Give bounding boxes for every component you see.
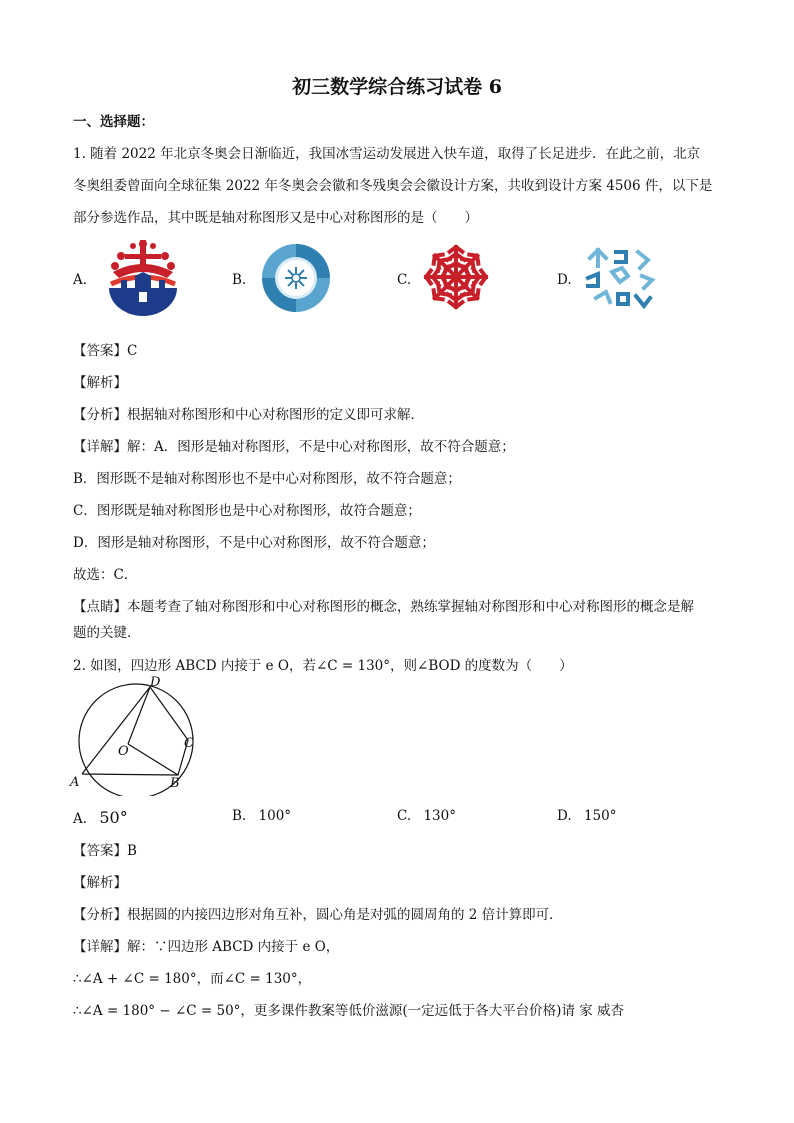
logo-d-image — [582, 244, 658, 316]
q1-analysis: 【分析】根据轴对称图形和中心对称图形的定义即可求解． — [73, 407, 424, 423]
q1-option-b-label: B. — [232, 272, 247, 288]
q1-detail-line2: B．图形既不是轴对称图形也不是中心对称图形，故不符合题意； — [73, 471, 461, 487]
q2-option-c — [397, 808, 456, 824]
logo-a-image — [103, 236, 183, 318]
q2-option-d — [557, 808, 616, 824]
q1-stem-line3: 部分参选作品，其中既是轴对称图形又是中心对称图形的是（ ） — [73, 210, 478, 226]
q1-choice: 故选：C． — [73, 567, 138, 583]
q2-analysis: 【分析】根据圆的内接四边形对角互补，圆心角是对弧的圆周角的 2 倍计算即可． — [73, 907, 563, 923]
section-heading: 一、选择题： — [73, 114, 154, 130]
q2-option-d-label: D. — [557, 808, 572, 824]
q2-option-b — [232, 808, 291, 824]
q2-option-d-value: 150° — [583, 808, 617, 824]
q2-option-b-value: 100° — [258, 808, 292, 824]
q2-option-c-value: 130° — [423, 808, 456, 824]
logo-b-image — [257, 241, 335, 315]
q2-option-b-label: B. — [232, 808, 247, 824]
q2-detail-line3: ∴∠A = 180° − ∠C = 50°，更多课件教案等低价滋源(一定远低于各大平台价格)请 家 威杏 — [73, 1003, 625, 1019]
q1-comment-line2: 题的关键． — [73, 625, 141, 641]
q2-option-a-label: A. — [73, 811, 88, 827]
label-c: C — [184, 736, 194, 751]
q1-comment-line1: 【点睛】本题考查了轴对称图形和中心对称图形的概念，熟练掌握轴对称图形和中心对称图形的概念是解 — [73, 599, 694, 615]
q1-stem-line1: 1. 随着 2022 年北京冬奥会日渐临近，我国冰雪运动发展进入快车道，取得了长足进步．在此之前，北京 — [73, 146, 701, 162]
q1-analysis-heading: 【解析】 — [73, 375, 127, 391]
q1-detail-line3: C．图形既是轴对称图形也是中心对称图形，故符合题意； — [73, 503, 421, 519]
q1-stem-line2: 冬奥组委曾面向全球征集 2022 年冬奥会会徽和冬残奥会会徽设计方案，共收到设计方案 4506 件，以下是 — [73, 178, 713, 194]
q2-detail-line2: ∴∠A + ∠C = 180°，而∠C = 130°， — [73, 971, 312, 987]
q1-option-a-label: A. — [73, 272, 88, 288]
q2-stem: 2. 如图，四边形 ABCD 内接于 e O，若∠C = 130°，则∠BOD 的度数为（ ） — [73, 658, 573, 674]
label-o: O — [118, 744, 129, 759]
label-d: D — [150, 675, 161, 690]
q2-option-c-label: C. — [397, 808, 412, 824]
circle-quadrilateral-figure — [66, 674, 206, 796]
label-a: A — [70, 775, 80, 790]
q2-detail-line1: 【详解】解：∵四边形 ABCD 内接于 e O， — [73, 939, 340, 955]
q2-answer: 【答案】B — [73, 843, 137, 859]
q2-analysis-heading: 【解析】 — [73, 875, 127, 891]
logo-c-image — [420, 241, 492, 313]
q2-option-a-value: 50° — [99, 808, 128, 827]
q2-option-a — [73, 808, 128, 827]
q1-option-d-label: D. — [557, 272, 572, 288]
q1-detail-line1: 【详解】解：A．图形是轴对称图形，不是中心对称图形，故不符合题意； — [73, 439, 515, 455]
page-title: 初三数学综合练习试卷 6 — [292, 76, 502, 98]
label-b: B — [170, 776, 180, 791]
q1-detail-line4: D．图形是轴对称图形，不是中心对称图形，故不符合题意； — [73, 535, 435, 551]
q1-answer: 【答案】C — [73, 343, 138, 359]
q1-option-c-label: C. — [397, 272, 412, 288]
